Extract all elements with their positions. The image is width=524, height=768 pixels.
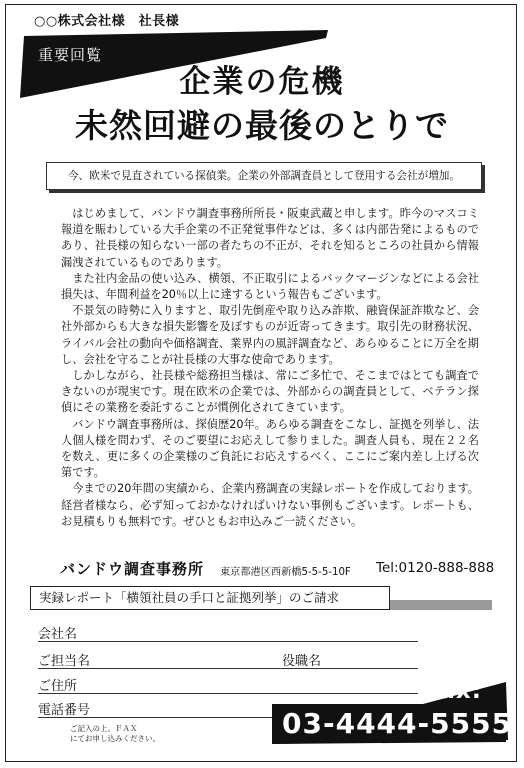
body-paragraph: はじめまして、バンドウ調査事務所所長・阪東武蔵と申します。昨今のマスコミ報道を賑わしている大手企業の不正発覚事件などは、多くは内部告発によるものであり、社長様の知らない一部の者たちの不正が、それを知るところの社員から情報漏洩されているものであります。 bbox=[61, 207, 479, 269]
body-paragraph: また社内金品の使い込み、横領、不正取引によるバックマージンなどによる会社損失は、年間利益を20％以上に達するという報告もございます。 bbox=[61, 271, 479, 302]
fax-instruction-line: にてお申し込みください。 bbox=[70, 734, 160, 743]
person-label: ご担当名 bbox=[38, 654, 91, 669]
company-address: 東京都港区西新橋5-5-5-10F bbox=[220, 567, 351, 578]
fax-label: Fax: bbox=[424, 678, 482, 704]
fax-instruction-line: ご記入の上、ＦＡＸ bbox=[70, 724, 138, 733]
addressee: ○○株式会社様 社長様 bbox=[34, 14, 180, 29]
headline-line-1: 企業の危機 bbox=[179, 64, 345, 100]
body-paragraph: バンドウ調査事務所は、探偵歴20年。あらゆる調査をこなし、証拠を列挙し、法人個人様を問わず、そのご要望にお応えして参りました。調査人員も、現在２２名を数え、更に多くの企業様のご負託にお応えするべく、ここにご案内差し上げる次第です。 bbox=[61, 417, 479, 480]
company-name: バンドウ調査事務所 bbox=[60, 560, 205, 578]
phone-label: 電話番号 bbox=[38, 703, 91, 718]
banner-label: 重要回覧 bbox=[38, 46, 103, 64]
fax-number: 03-4444-5555 bbox=[282, 707, 513, 740]
headline-line-2: 未然回避の最後のとりで bbox=[75, 106, 449, 145]
order-title: 実録レポート「横領社員の手口と証拠列挙」のご請求 bbox=[30, 586, 390, 610]
company-name-label: 会社名 bbox=[38, 627, 78, 642]
lead-box: 今、欧米で見直されている探偵業。企業の外部調査員として登用する会社が増加。 bbox=[46, 162, 482, 190]
body-paragraph: 不景気の時勢に入りますと、取引先倒産や取り込み詐欺、融資保証詐欺など、会社外部からも大きな損失影響を及ぼすものが近寄ってきます。取引先の財務状況、ライバル会社の動向や価格調査、業界内の風評調査など、あらゆることに万全を期し、会社を守ることが社長様の大事な使命であります。 bbox=[61, 304, 479, 366]
body-paragraph: 今までの20年間の実績から、企業内務調査の実録レポートを作成しております。経営者様なら、必ず知っておかなければいけない事例もございます。レポートも、お見積もりも無料です。ぜひともお申込みご一読ください。 bbox=[61, 482, 479, 528]
address-label: ご住所 bbox=[38, 679, 78, 694]
body-paragraph: しかしながら、社長様や総務担当様は、常にご多忙で、そこまではとても調査できないのが現実です。現在欧米の企業では、外部からの調査員として、ベテラン探偵にその業務を委託することが慣例化されてきています。 bbox=[61, 369, 479, 415]
position-label: 役職名 bbox=[282, 654, 322, 669]
company-tel: Tel:0120-888-888 bbox=[376, 560, 495, 576]
